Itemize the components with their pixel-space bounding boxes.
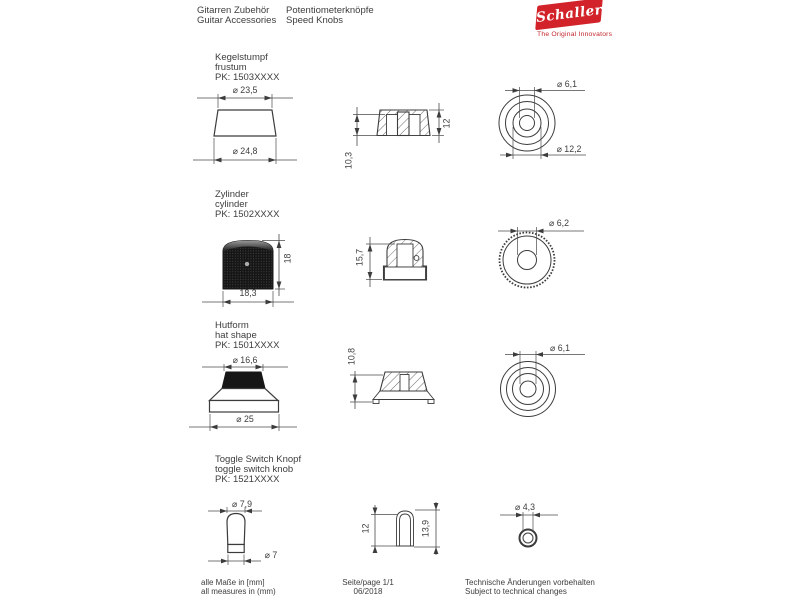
dim-hatshape-height: 10,8: [346, 347, 357, 366]
title-en: frustum: [215, 62, 247, 73]
hatshape-top-drawing: [501, 351, 586, 417]
dim-hatshape-top-diameter: ⌀ 16,6: [232, 355, 258, 365]
footer-units-en: all measures in (mm): [201, 586, 276, 596]
dim-cylinder-height: 18: [282, 253, 293, 264]
footer-notice: [465, 579, 595, 597]
title-de: Kegelstumpf: [215, 52, 268, 63]
toggle-top-drawing: [500, 512, 558, 547]
product-type-en: Speed Knobs: [286, 15, 344, 26]
part-number: PK: 1521XXXX: [215, 474, 280, 485]
dim-cylinder-width: 18,3: [239, 288, 257, 298]
title-de: Zylinder: [215, 189, 249, 200]
hatshape-section-drawing: [350, 371, 434, 409]
cylinder-top-drawing: [498, 227, 584, 288]
dim-toggle-top-diameter: ⌀ 7,9: [232, 499, 252, 509]
dim-hatshape-bottom-diameter: ⌀ 25: [236, 414, 254, 424]
title-en: cylinder: [215, 199, 248, 210]
title-en: toggle switch knob: [215, 464, 294, 475]
footer-page-block: [318, 579, 418, 597]
footer-date: 06/2018: [353, 586, 383, 596]
frustum-section-drawing: [353, 103, 444, 146]
logo-tagline: The Original Innovators: [537, 31, 613, 38]
knurled-rim: [500, 233, 555, 288]
title-de: Hutform: [215, 320, 249, 331]
set-screw: [244, 261, 249, 266]
title-de: Toggle Switch Knopf: [215, 454, 302, 465]
part-number: PK: 1502XXXX: [215, 209, 280, 220]
footer-notice-de: Technische Änderungen vorbehalten: [465, 578, 595, 587]
dim-toggle-inner-height: 12: [360, 523, 371, 534]
dim-toggle-shaft-diameter: ⌀ 4,3: [515, 502, 535, 512]
title-en: hat shape: [215, 330, 257, 341]
dim-cylinder-shaft-diameter: ⌀ 6,2: [549, 218, 569, 228]
footer-page: Seite/page 1/1: [342, 578, 394, 587]
footer-units-de: alle Maße in [mm]: [201, 578, 265, 587]
dim-frustum-top-diameter: ⌀ 23,5: [232, 85, 258, 95]
footer-notice-en: Subject to technical changes: [465, 586, 567, 596]
knurled-grip: [222, 372, 265, 389]
footer-units: [201, 579, 276, 597]
dim-frustum-height: 12: [441, 118, 452, 129]
dim-hatshape-shaft-diameter: ⌀ 6,1: [550, 343, 570, 353]
product-group-de: Gitarren Zubehör: [197, 5, 270, 16]
schaller-logo-text: Schaller: [535, 2, 603, 26]
part-number: PK: 1501XXXX: [215, 340, 280, 351]
product-group-en: Guitar Accessories: [197, 15, 277, 26]
dim-toggle-bottom-diameter: ⌀ 7: [264, 550, 278, 560]
part-number: PK: 1503XXXX: [215, 72, 280, 83]
cylinder-section-drawing: [366, 237, 427, 287]
dim-cylinder-section-height: 15,7: [354, 248, 365, 267]
dim-frustum-shaft-diameter: ⌀ 6,1: [557, 79, 577, 89]
dim-frustum-hub-diameter: ⌀ 12,2: [556, 144, 582, 154]
dim-frustum-inner-height: 10,3: [343, 151, 354, 170]
product-type-de: Potentiometerknöpfe: [286, 5, 374, 16]
dim-toggle-height: 13,9: [420, 519, 431, 538]
dim-frustum-bottom-diameter: ⌀ 24,8: [232, 146, 258, 156]
